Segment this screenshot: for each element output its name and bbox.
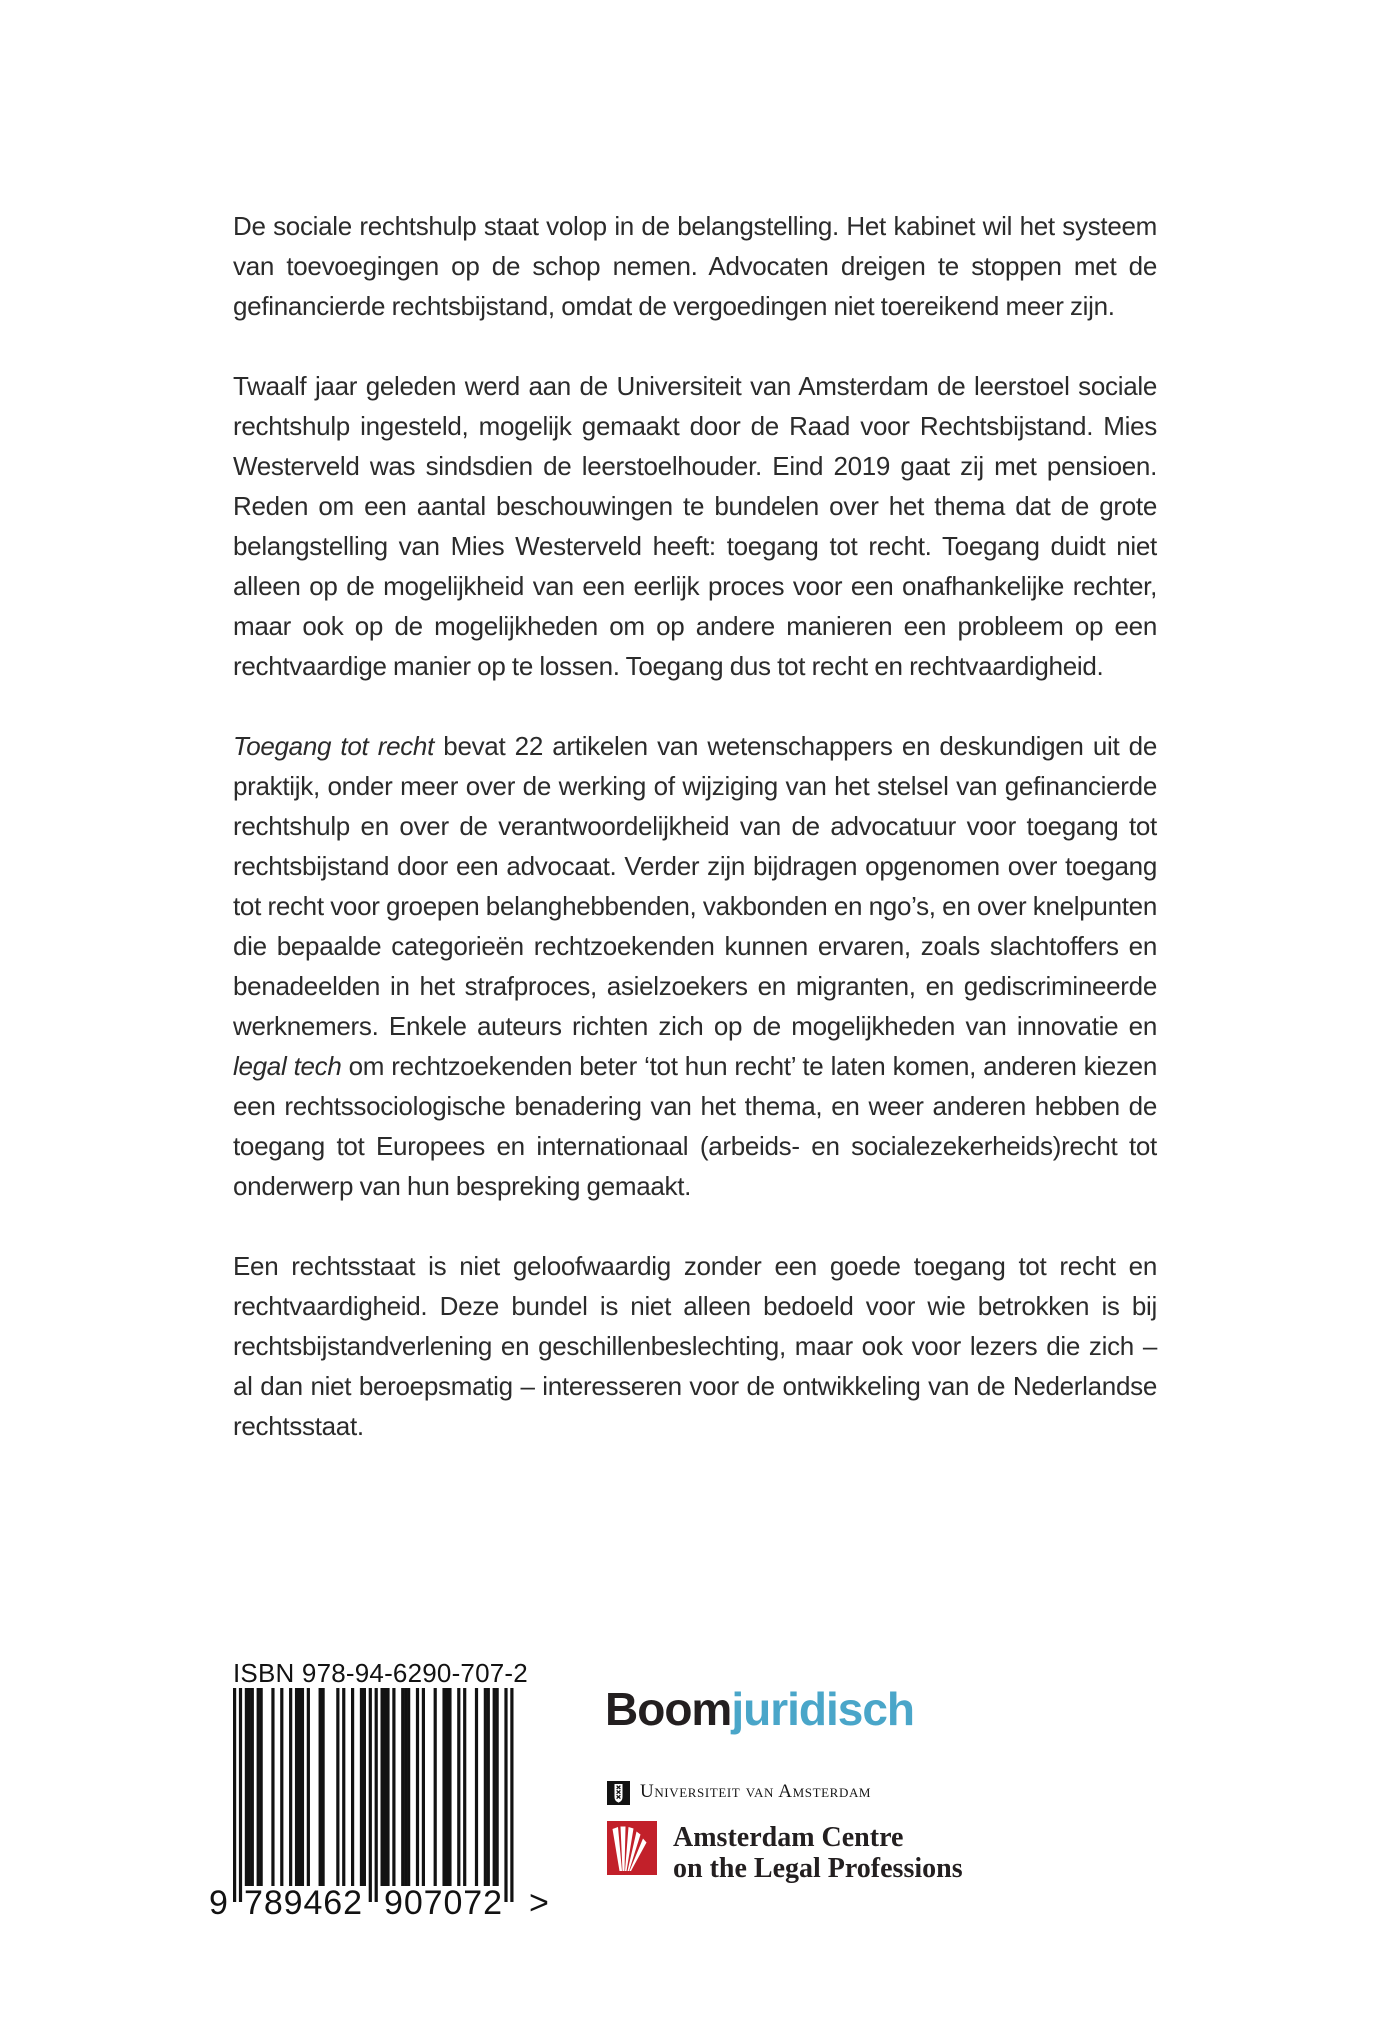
blurb-text — [233, 206, 1157, 1446]
boom-wordmark-part2: juridisch — [731, 1683, 915, 1735]
svg-text:907072: 907072 — [384, 1884, 502, 1916]
uva-crest-icon — [607, 1781, 630, 1805]
paragraph: Toegang tot recht bevat 22 artikelen van wetenschappers en deskundigen uit de praktijk, onder meer over de werking of wijziging van het stelsel van gefinancierde rechtshulp en over de verantwoordelijkheid van de advocatuur voor toegang tot rechtsbijstand door een advocaat. Verder zijn bijdragen opgenomen over toegang tot recht voor groepen belanghebbenden, vakbonden en ngo’s, en over knelpunten die bepaalde categorieën rechtzoekenden kunnen ervaren, zoals slachtoffers en benadeelden in het strafproces, asielzoekers en migranten, en gediscrimineerde werknemers. Enkele auteurs richten zich op de mogelijkheden van innovatie en legal tech om rechtzoekenden beter ‘tot hun recht’ te laten komen, anderen kiezen een rechtssociologische benadering van het thema, en weer anderen hebben de toegang tot Europees en internationaal (arbeids- en socialezekerheids)recht tot onderwerp van hun bespreking gemaakt. — [233, 731, 1157, 1201]
svg-text:789462: 789462 — [244, 1884, 362, 1916]
isbn-label: ISBN 978-94-6290-707-2 — [233, 1658, 528, 1688]
aclp-wordmark-line1: Amsterdam Centre — [673, 1822, 904, 1853]
boom-wordmark-part1: Boom — [605, 1683, 732, 1735]
aclp-logo — [607, 1821, 963, 1883]
paragraph: Een rechtsstaat is niet geloofwaardig zonder een goede toegang tot recht en rechtvaardigheid. Deze bundel is niet alleen bedoeld voor wie betrokken is bij rechtsbijstandverlening en geschillenbeslechting, maar ook voor lezers die zich – al dan niet beroepsmatig – interesseren voor de ontwikkeling van de Nederlandse rechtsstaat. — [233, 1251, 1157, 1441]
boom-juridisch-logo — [605, 1684, 914, 1734]
paragraph: Twaalf jaar geleden werd aan de Universiteit van Amsterdam de leerstoel sociale rechtshulp ingesteld, mogelijk gemaakt door de Raad voor Rechtsbijstand. Mies Westerveld was sindsdien de leerstoelhouder. Eind 2019 gaat zij met pensioen. Reden om een aantal beschouwingen te bundelen over het thema dat de grote belangstelling van Mies Westerveld heeft: toegang tot recht. Toegang duidt niet alleen op de mogelijkheid van een eerlijk proces voor een onafhankelijke rechter, maar ook op de mogelijkheden om op andere manieren een probleem op een rechtvaardige manier op te lossen. Toegang dus tot recht en rechtvaardigheid. — [233, 371, 1157, 681]
barcode-svg — [207, 1688, 567, 1916]
aclp-wordmark-line2: on the Legal Professions — [673, 1853, 963, 1884]
svg-text:9: 9 — [209, 1884, 228, 1916]
aclp-fan-icon — [607, 1821, 657, 1875]
uva-wordmark: Universiteit van Amsterdam — [640, 1781, 872, 1802]
uva-logo — [607, 1781, 871, 1805]
aclp-wordmark — [673, 1822, 963, 1884]
paragraph: De sociale rechtshulp staat volop in de belangstelling. Het kabinet wil het systeem van toevoegingen op de schop nemen. Advocaten dreigen te stoppen met de gefinancierde rechtsbijstand, omdat de vergoedingen niet toereikend meer zijn. — [233, 211, 1157, 321]
barcode — [207, 1688, 567, 1916]
svg-text:>: > — [529, 1884, 549, 1916]
